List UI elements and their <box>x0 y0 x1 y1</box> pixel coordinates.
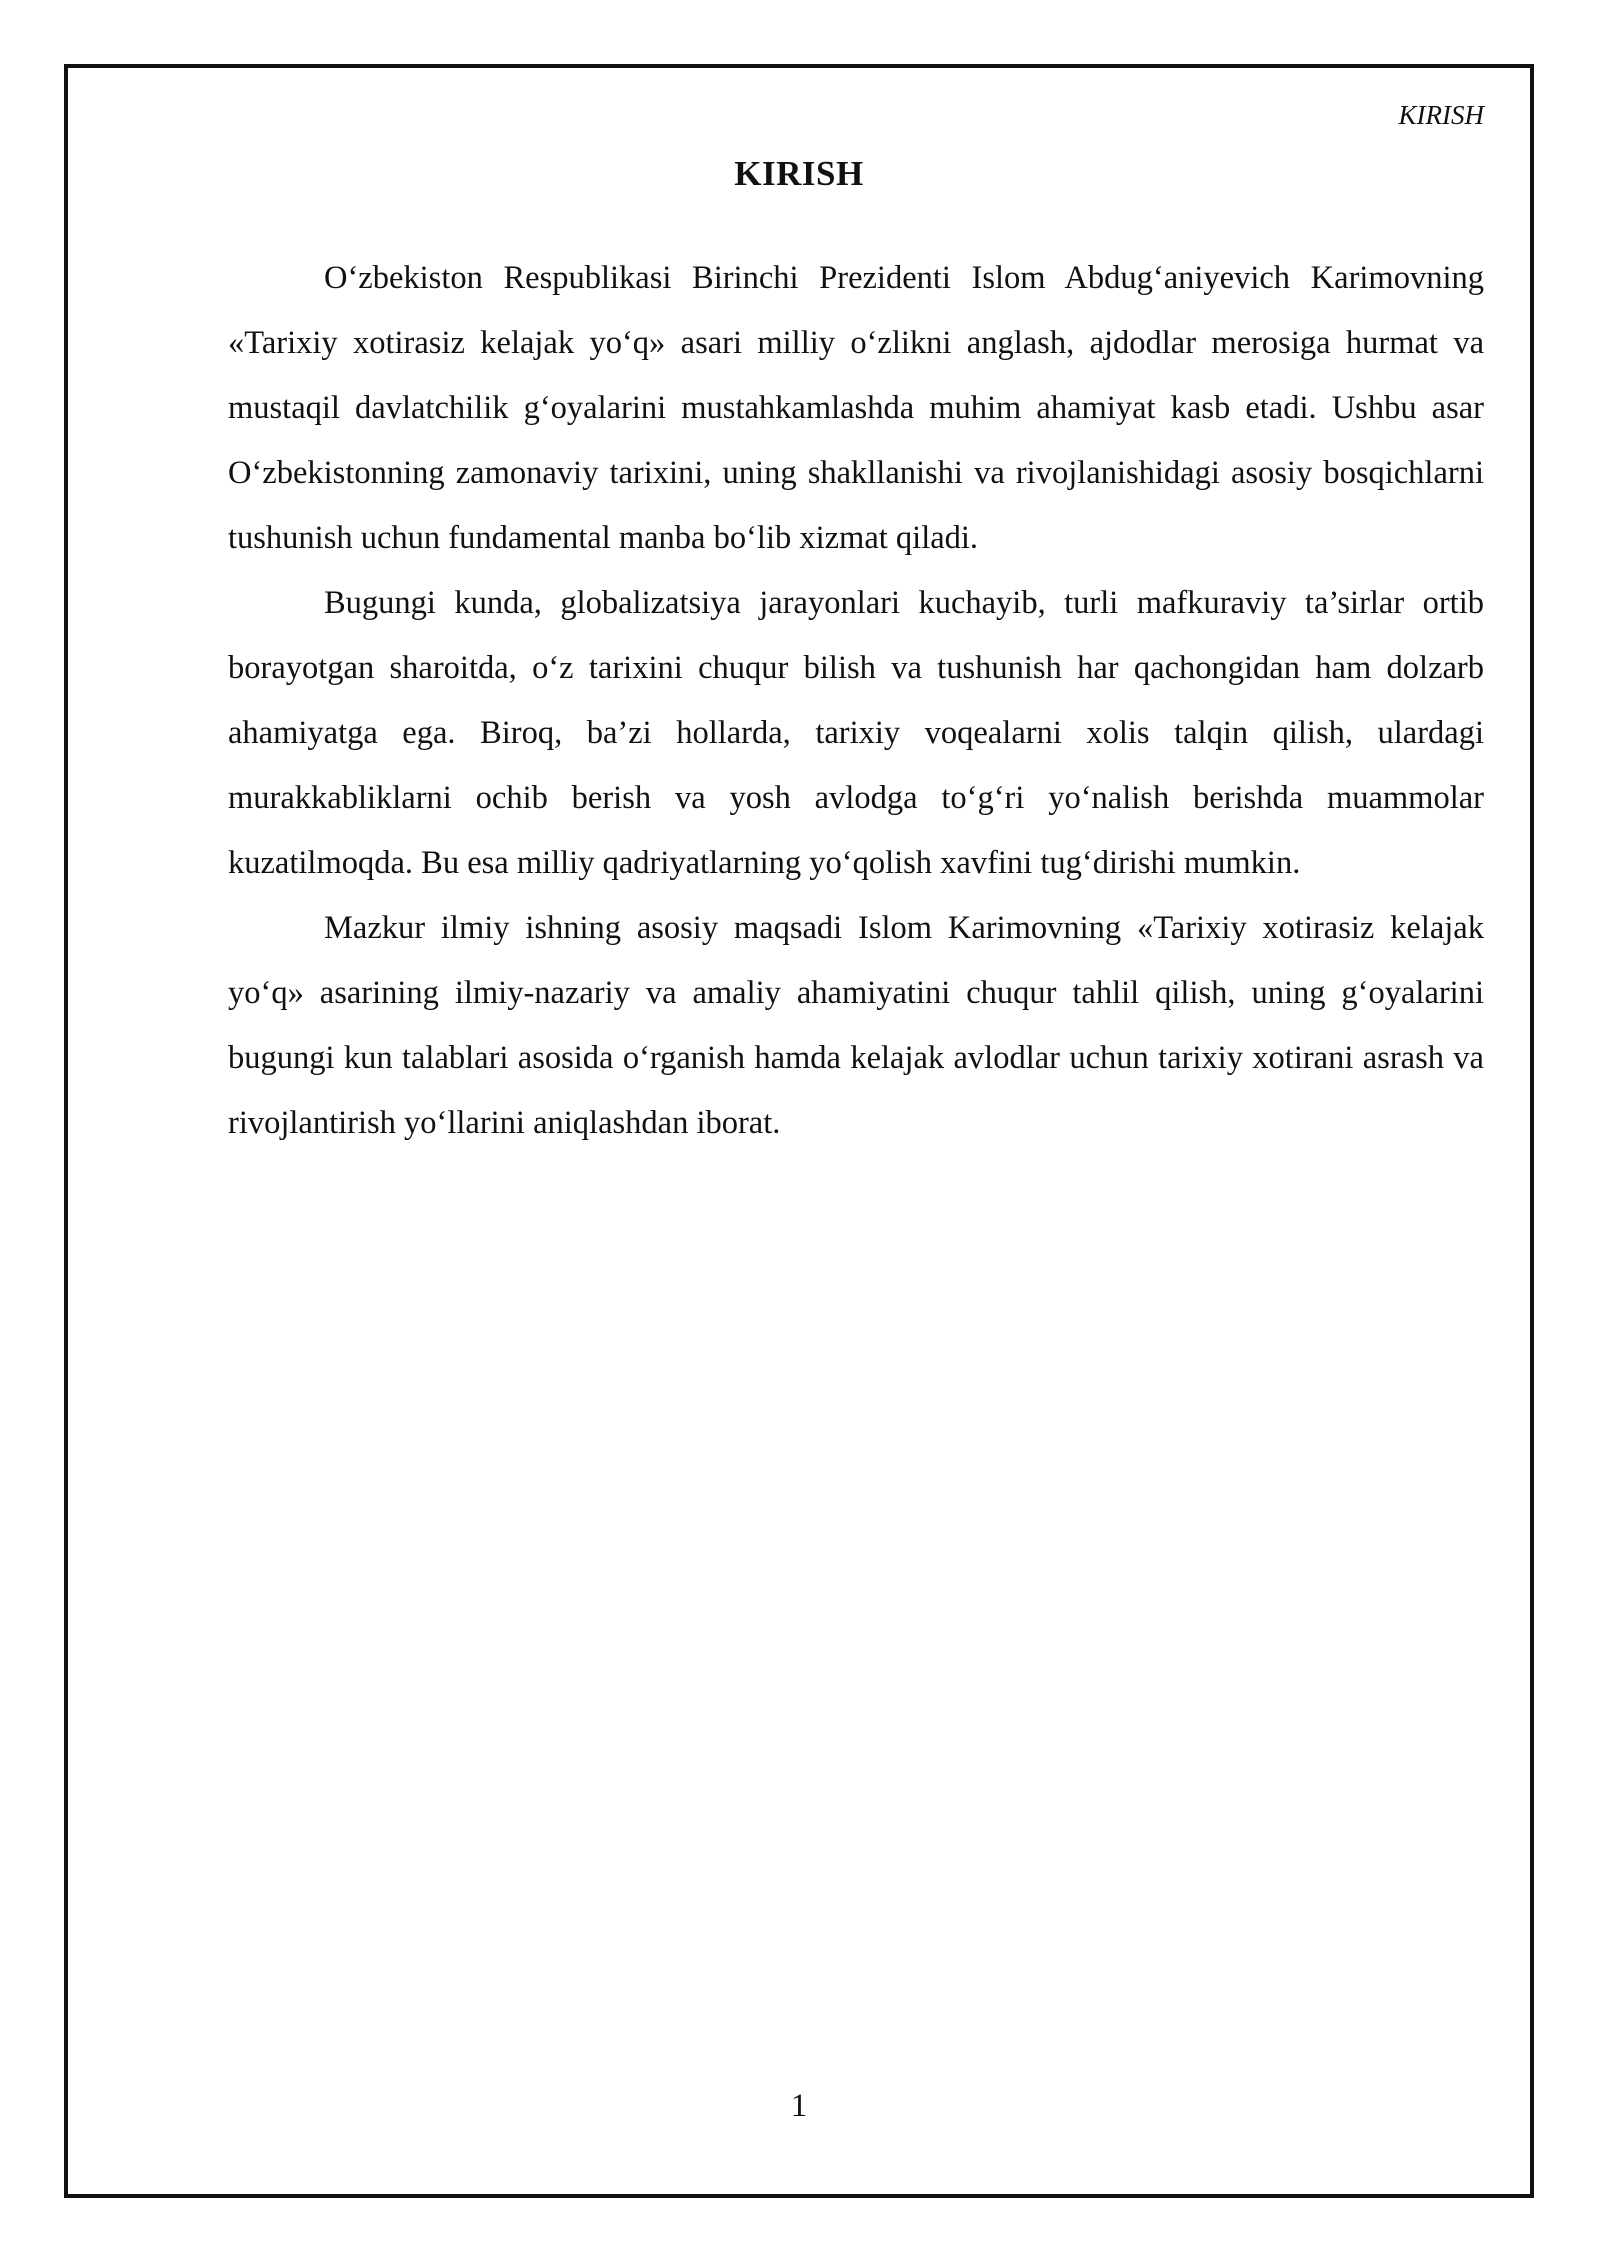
page-number: 1 <box>790 2088 808 2124</box>
body-text <box>228 246 1484 1156</box>
paragraph-1: O‘zbekiston Respublikasi Birinchi Prezidenti Islom Abdug‘aniyevich Karimovning «Tarixiy xotirasiz kelajak yo‘q» asari milliy o‘zlikni anglash, ajdodlar merosiga hurmat va mustaqil davlatchilik g‘oyalarini mustahkamlashda muhim ahamiyat kasb etadi. Ushbu asar O‘zbekistonning zamonaviy tarixini, uning shakllanishi va rivojlanishidagi asosiy bosqichlarni tushunish uchun fundamental manba bo‘lib xizmat qiladi. <box>228 260 1484 556</box>
running-header: KIRISH <box>1398 100 1484 130</box>
page-title: KIRISH <box>734 154 864 193</box>
paragraph-3: Mazkur ilmiy ishning asosiy maqsadi Islom Karimovning «Tarixiy xotirasiz kelajak yo‘q» asarining ilmiy-nazariy va amaliy ahamiyatini chuqur tahlil qilish, uning g‘oyalarini bugungi kun talablari asosida o‘rganish hamda kelajak avlodlar uchun tarixiy xotirani asrash va rivojlantirish yo‘llarini aniqlashdan iborat. <box>228 910 1484 1141</box>
paragraph-2: Bugungi kunda, globalizatsiya jarayonlari kuchayib, turli mafkuraviy ta’sirlar ortib borayotgan sharoitda, o‘z tarixini chuqur bilish va tushunish har qachongidan ham dolzarb ahamiyatga ega. Biroq, ba’zi hollarda, tarixiy voqealarni xolis talqin qilish, ulardagi murakkabliklarni ochib berish va yosh avlodga to‘g‘ri yo‘nalish berishda muammolar kuzatilmoqda. Bu esa milliy qadriyatlarning yo‘qolish xavfini tug‘dirishi mumkin. <box>228 585 1484 881</box>
page-frame <box>64 64 1534 2198</box>
